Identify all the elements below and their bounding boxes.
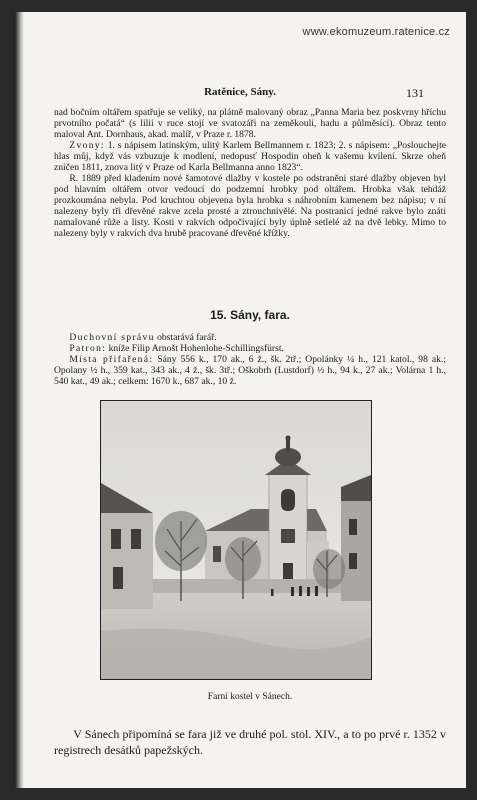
paragraph-parish-history: V Sánech připomíná se fara již ve druhé pol. stol. XIV., a to po prvé r. 1352 v registrech desátků papežských. — [54, 727, 446, 757]
body-text — [54, 107, 446, 239]
section-line-patron — [54, 343, 446, 354]
paragraph-text: nad bočním oltářem spatřuje se veliký, na plátně malovaný obraz „Panna Maria bez poskvrny hříchu prvotního počatá“ (s lilií v ruce stojí ve svatozáři na zeměkouli, hadu a půlměsíci). Obraz tento maloval Ant. Dornhaus, akad. malíř, v Praze r. 1878. — [54, 107, 446, 140]
section-line-text: obstarává farář. — [154, 332, 217, 343]
running-head-title: Ratěnice, Sány. — [204, 86, 276, 98]
figure-caption: Farní kostel v Sánech. — [207, 692, 293, 702]
paragraph-label: Zvony: — [69, 140, 105, 151]
section-line-label: Duchovní správu — [69, 332, 155, 343]
page-number: 131 — [406, 86, 424, 100]
paragraph-bells — [54, 140, 446, 173]
paragraph-altar-painting — [54, 107, 446, 140]
section-text — [54, 332, 446, 387]
section-line-label: Místa přifařená: — [69, 354, 154, 365]
book-page — [14, 12, 466, 788]
section-line-text: Sány 556 k., 170 ak., 6 ž., šk. 2tř.; Opolánky ¼ h., 121 katol., 98 ak.; Opolany ½ h., 359 kat., 343 ak., 4 ž., šk. 3tř.; Oškobrh (Lustdorf) ½ h., 94 k., 27 ak.; Volárna 1 h., 540 kat., 49 ak.; celkem: 1670 k., 687 ak., 10 ž. — [54, 354, 447, 387]
running-head — [56, 86, 424, 100]
section-line-label: Patron: — [69, 343, 107, 354]
church-photo — [100, 400, 372, 680]
section-line-parish-places — [54, 354, 446, 387]
page-gutter-shadow — [14, 12, 24, 788]
section-line-administration — [54, 332, 446, 343]
section-line-text: kníže Filip Arnošt Hohenlohe-Schillingsfürst. — [106, 343, 284, 354]
section-heading: 15. Sány, fara. — [210, 308, 290, 322]
paragraph-text: R. 1889 před kladením nové šamotové dlažby v kostele po odstranění staré dlažby objeven byl pod hlavním oltářem otvor vedoucí do podzemní hrobky pod oltářem. Hrobka však tehdáž prozkoumána nebyla. Pod kruchtou objevena byla hrobka s náhrobním kamenem bez nápisu; v ní nalezeny byly tři dřevěné rakve zcela prosté a ztrouchnivělé. Na postranicí jedné rakve bylo znáti namalované růže a listy. Kosti v rakvích odpočívající byly úplně setlelé až na dvě lebky. Mimo to nalezeny byly v rakvích dva hrubě pracované dřevěné křížky. — [54, 173, 446, 239]
website-watermark: www.ekomuzeum.ratenice.cz — [302, 26, 450, 38]
paragraph-text: 1. s nápisem latinským, ulitý Karlem Bellmannem r. 1823; 2. s nápisem: „Poslouchejte hlas můj, když vás vzbuzuje k modlení, nedopusť Hospodin oheň k vašemu kvílení. Skrze oheň zničen 1811, znova litý v Praze od Karla Bellmanna anno 1823“. — [54, 140, 446, 173]
church-photo-illustration — [101, 401, 371, 679]
paragraph-crypt — [54, 173, 446, 239]
